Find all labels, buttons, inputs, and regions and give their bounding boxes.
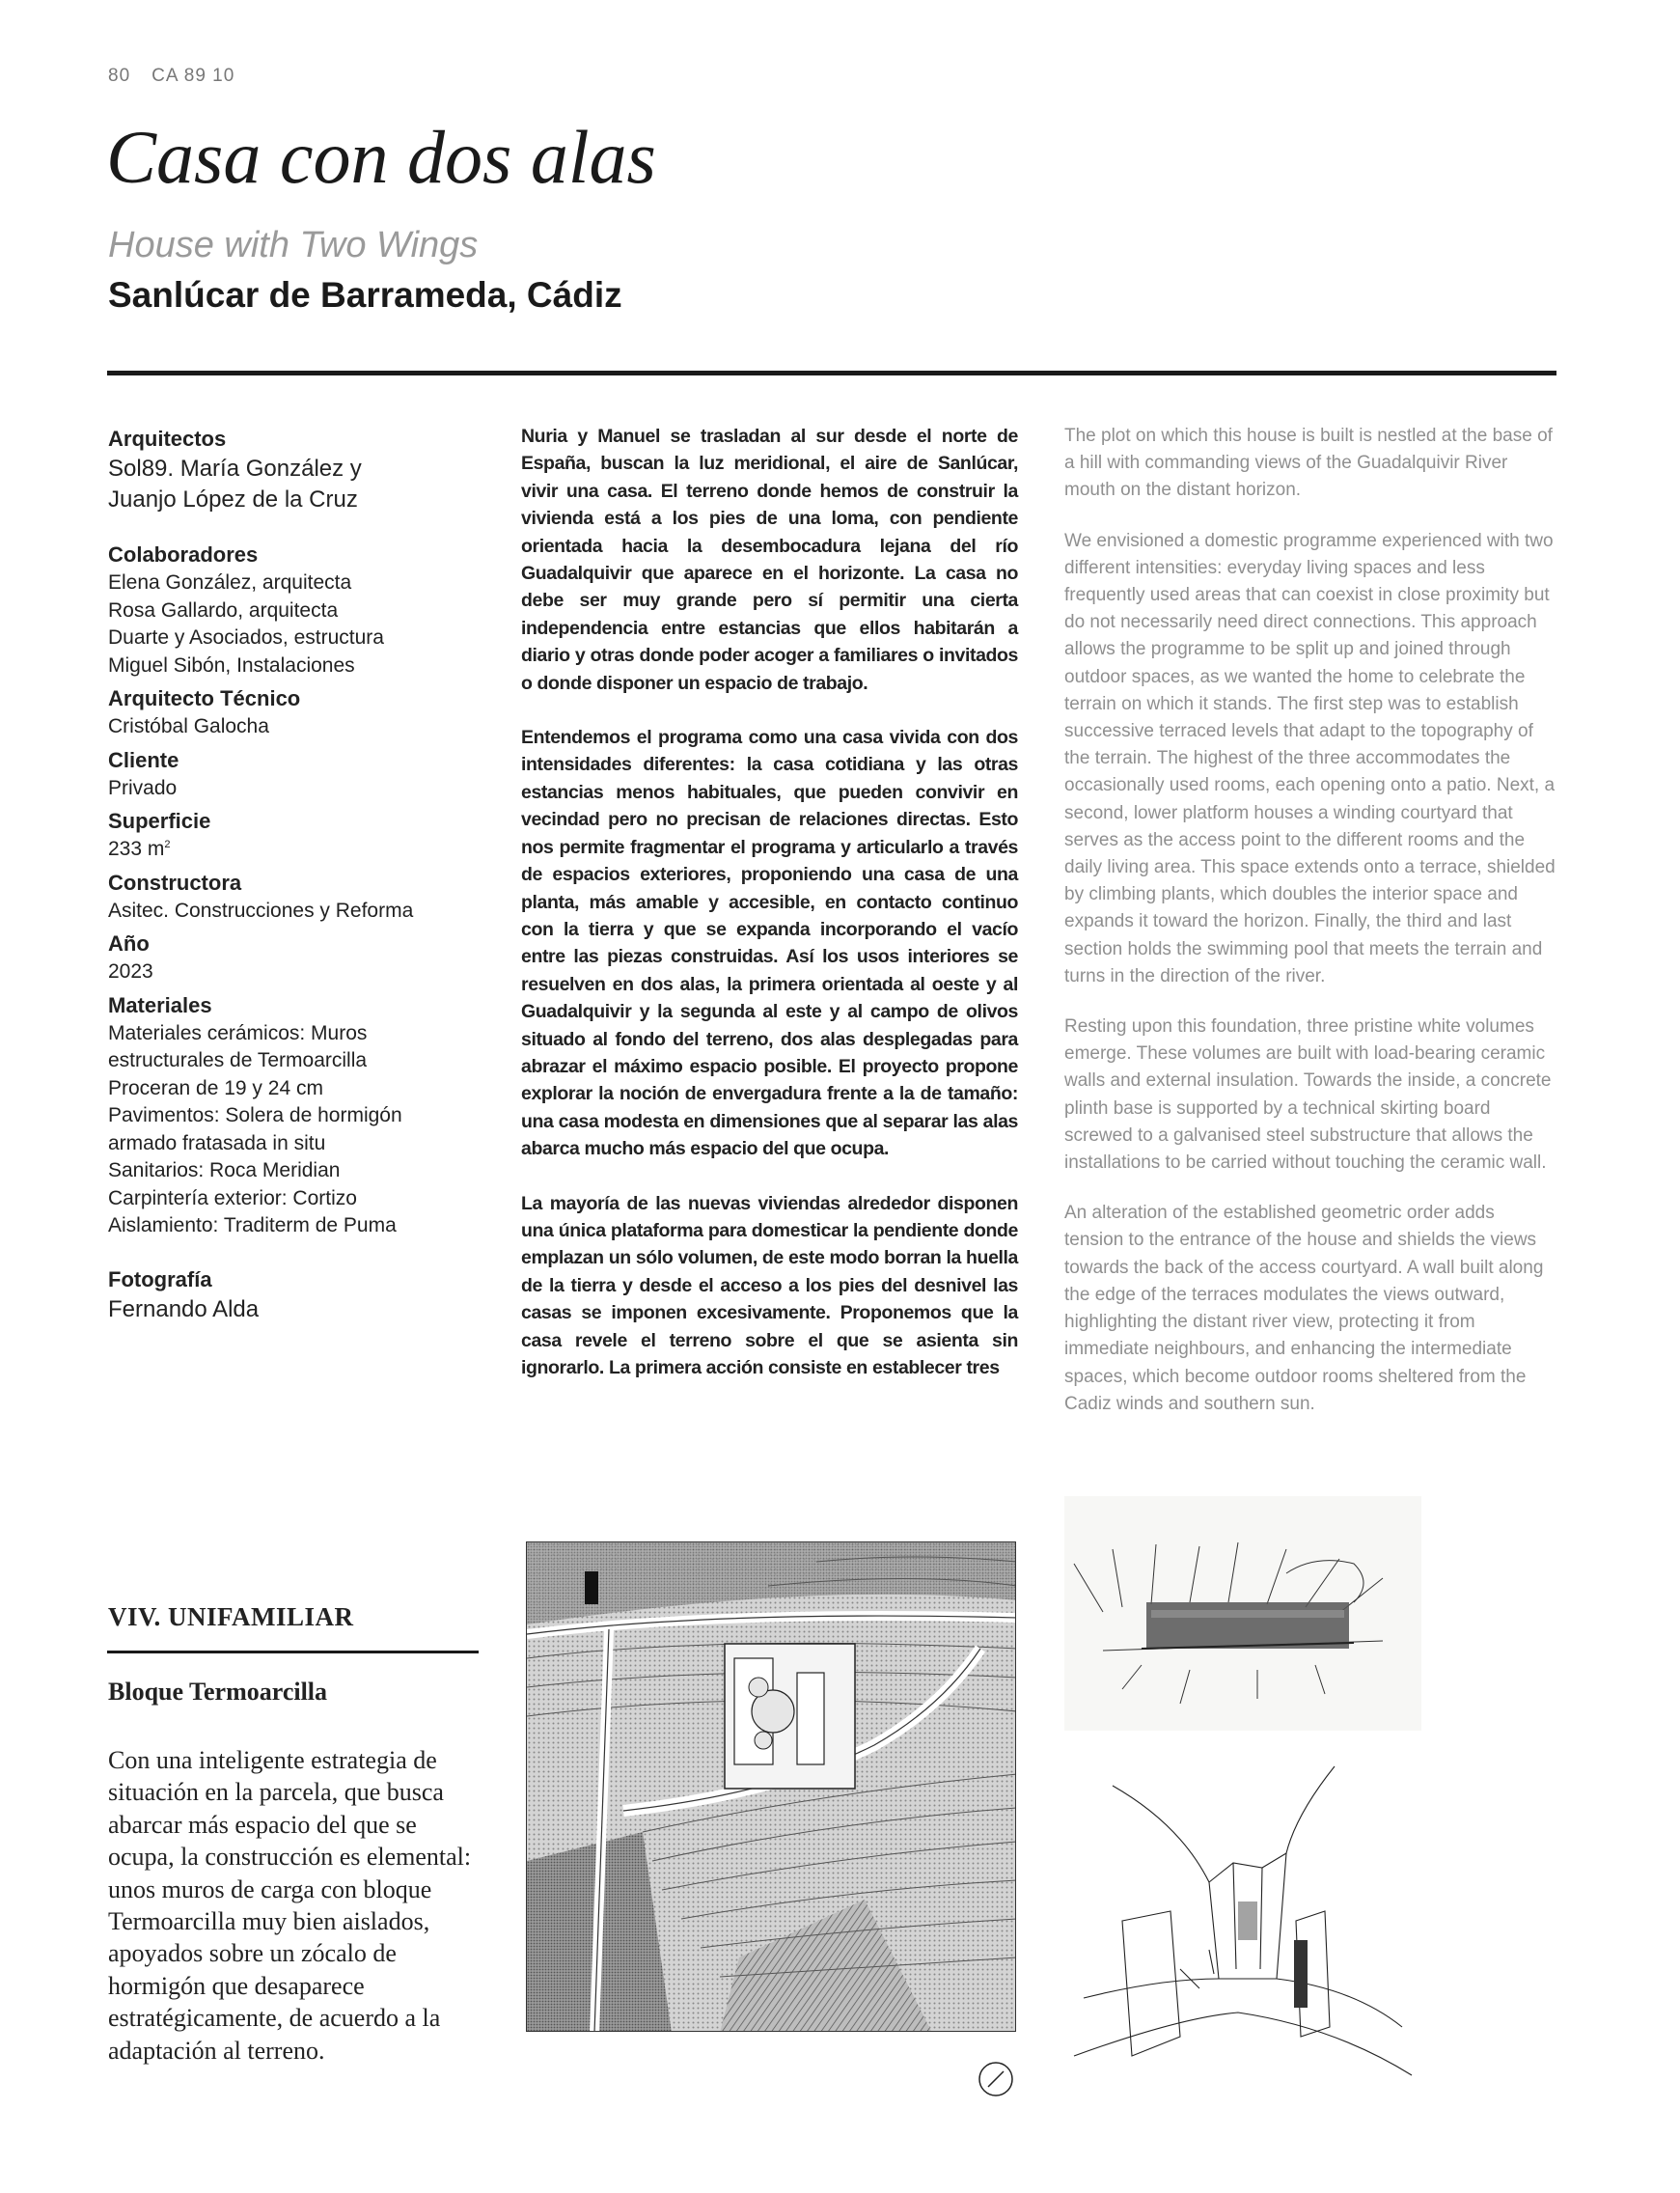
english-paragraph: An alteration of the established geometric order adds tension to the entrance of the house and shields the views towards the back of the access courtyard. A wall built along the edge of the terraces modulates the views outward, highlighting the distant river view, protecting it from immediate neighbours, and enhancing the intermediate spaces, which become outdoor rooms sheltered from the Cadiz winds and southern sun.	[1064, 1203, 1544, 1414]
page-header	[108, 66, 256, 87]
english-paragraph: The plot on which this house is built is nestled at the base of a hill with commanding views of the Guadalquivir River mouth on the distant horizon.	[1064, 426, 1553, 501]
page-number: 80	[108, 66, 131, 86]
architects-line: Sol89. María González y	[108, 456, 362, 482]
surface	[108, 836, 475, 864]
english-paragraph: We envisioned a domestic programme experienced with two different intensities: everyday living spaces and less frequently used areas that can coexist in close proximity but do not necessarily need direct connections. This approach allows the programme to be split up and joined through outdoor spaces, as we wanted the home to celebrate the terrain on which it stands. The first step was to establish successive terraced levels that adapt to the topography of the terrain. The highest of the three accommodates the occasionally used rooms, each opening onto a patio. Next, a second, lower platform houses a winding courtyard that serves as the access point to the different rooms and the daily living area. This space extends onto a terrace, shielded by climbing plants, which doubles the interior space and expands it toward the horizon. Finally, the third and last section holds the swimming pool that meets the terrain and turns in the direction of the river.	[1064, 530, 1556, 986]
builder-label: Constructora	[108, 870, 242, 895]
collaborator: Rosa Gallardo, arquitecta	[108, 598, 339, 622]
project-location: Sanlúcar de Barrameda, Cádiz	[108, 275, 622, 315]
year-label: Año	[108, 931, 150, 956]
material-line: armado fratasada in situ	[108, 1131, 326, 1154]
material-line: Aislamiento: Traditerm de Puma	[108, 1214, 397, 1236]
material-line: Proceran de 19 y 24 cm	[108, 1076, 323, 1099]
client: Privado	[108, 776, 178, 799]
builder: Asitec. Construcciones y Reforma	[108, 899, 414, 922]
material-line: Sanitarios: Roca Meridian	[108, 1159, 341, 1181]
client-label: Cliente	[108, 747, 179, 772]
surface-label: Superficie	[108, 809, 211, 833]
surface-value: 233 m	[108, 838, 165, 860]
material-line: Carpintería exterior: Cortizo	[108, 1186, 357, 1209]
sidebar-body	[108, 1744, 475, 2067]
sidebar-subheading: Bloque Termoarcilla	[108, 1678, 328, 1706]
tech-architect: Cristóbal Galocha	[108, 715, 269, 737]
year: 2023	[108, 960, 153, 983]
architects-label: Arquitectos	[108, 427, 227, 451]
architects-line: Juanjo López de la Cruz	[108, 486, 358, 513]
photography-label: Fotografía	[108, 1266, 212, 1291]
tech-architect-label: Arquitecto Técnico	[108, 686, 301, 710]
spanish-paragraph: La mayoría de las nuevas viviendas alrededor disponen una única plataforma para domesticar la pendiente donde emplazan un sólo volumen, de este modo borran la huella de la tierra y desde el acceso a los pies del desnivel las casas se imponen excesivamente. Proponemos que la casa revele el terreno sobre el que se asienta sin ignorarlo. La primera acción consiste en establecer tres	[521, 1192, 1018, 1378]
header-divider	[107, 371, 1556, 375]
collaborator: Duarte y Asociados, estructura	[108, 626, 384, 649]
photographer: Fernando Alda	[108, 1295, 260, 1322]
project-credits	[108, 425, 475, 1325]
page-subtitle: House with Two Wings	[108, 225, 479, 265]
english-text-column	[1064, 423, 1556, 1441]
spanish-text-column	[521, 423, 1018, 1408]
site-plan-image	[526, 1541, 1016, 2032]
sidebar-paragraph: Con una inteligente estrategia de situación en la parcela, que busca abarcar más espacio del que se ocupa, la construcción es elemental: unos muros de carga con bloque Termoarcilla muy bien aislados, apoyados sobre un zócalo de hormigón que desaparece estratégicamente, de acuerdo a la adaptación al terreno.	[108, 1746, 472, 2065]
spanish-paragraph: Entendemos el programa como una casa vivida con dos intensidades diferentes: la casa cotidiana y las otras estancias menos habituales, que pueden convivir en vecindad pero no precisan de relaciones directas. Esto nos permite fragmentar el programa y articularlo a través de espacios exteriores, proponiendo una casa de una planta, más amable y accesible, en contacto continuo con la tierra y que se expanda incorporando el vacío entre las piezas construidas. Así los usos interiores se resuelven en dos alas, la primera orientada al oeste y al Guadalquivir y la segunda al este y al campo de olivos situado al fondo del terreno, dos alas desplegadas para abrazar el máximo espacio posible. El proyecto propone explorar la noción de envergadura frente a la de tamaño: una casa modesta en dimensiones que al separar las alas abarca mucho más espacio del que ocupa.	[521, 727, 1018, 1160]
north-arrow-icon	[977, 2060, 1015, 2098]
surface-exponent: 2	[164, 839, 171, 850]
spanish-paragraph: Nuria y Manuel se trasladan al sur desde el norte de España, buscan la luz meridional, el aire de Sanlúcar, vivir una casa. El terreno donde hemos de construir la vivienda está a los pies de una loma, con pendiente orientada hacia la desembocadura lejana del río Guadalquivir que aparece en el horizonte. La casa no debe ser muy grande pero sí permitir una cierta independencia entre estancias que ellos habitarán a diario y otras donde poder acoger a familiares o invitados o donde disponer un espacio de trabajo.	[521, 426, 1018, 694]
exterior-sketch-image	[1064, 1496, 1421, 1731]
interior-sketch-image	[1064, 1747, 1421, 2095]
material-line: estructurales de Termoarcilla	[108, 1049, 368, 1071]
page-title: Casa con dos alas	[106, 115, 656, 199]
collaborator: Miguel Sibón, Instalaciones	[108, 653, 355, 677]
material-line: Pavimentos: Solera de hormigón	[108, 1104, 402, 1126]
collaborator: Elena González, arquitecta	[108, 571, 352, 594]
materials-label: Materiales	[108, 992, 212, 1017]
sidebar-category: VIV. UNIFAMILIAR	[108, 1602, 354, 1631]
sidebar-divider	[107, 1651, 479, 1653]
english-paragraph: Resting upon this foundation, three pristine white volumes emerge. These volumes are built with load-bearing ceramic walls and external insulation. Towards the inside, a concrete plinth base is supported by a technical skirting board screwed to a galvanised steel substructure that allows the installations to be carried without touching the ceramic wall.	[1064, 1016, 1552, 1174]
material-line: Materiales cerámicos: Muros	[108, 1021, 368, 1044]
issue-code: CA 89 10	[151, 66, 235, 86]
collaborators-label: Colaboradores	[108, 542, 259, 567]
